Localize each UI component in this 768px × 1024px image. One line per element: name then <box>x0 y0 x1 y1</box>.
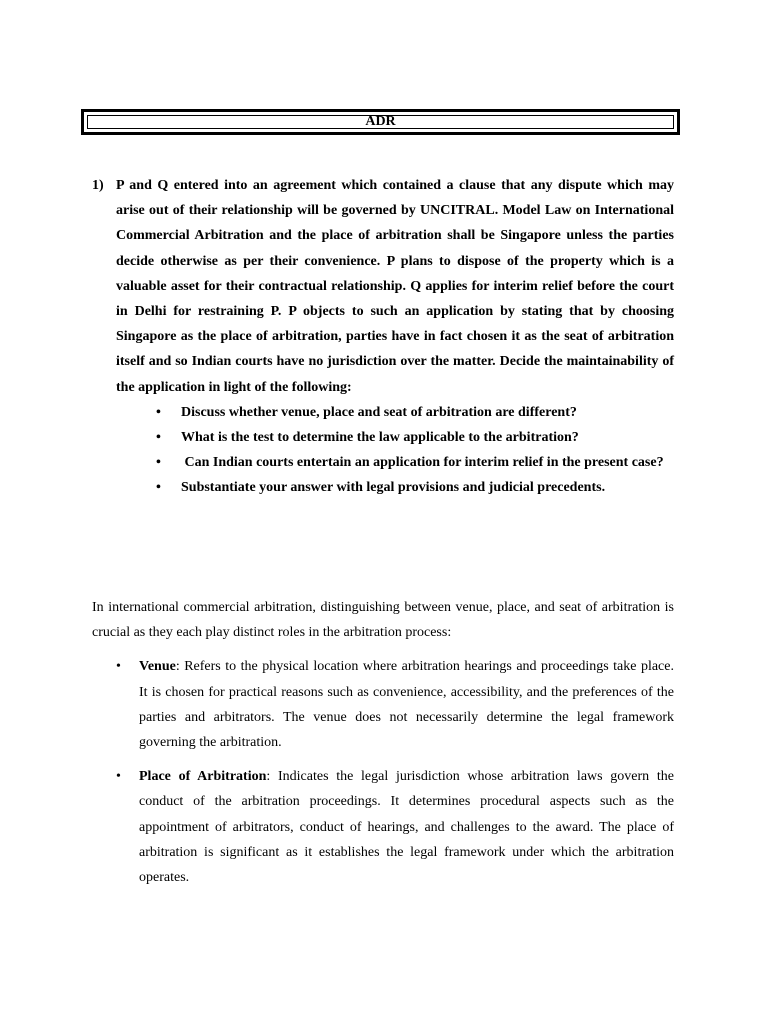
answer-definition: : Indicates the legal jurisdiction whose arbitration laws govern the conduct of the arbitration proceedings. It determines procedural aspects such as the appointment of arbitrators, conduct of hearings, and challenges to the award. The place of arbitration is significant as it establishes the legal framework under which the arbitration operates. <box>139 769 674 886</box>
document-title: ADR <box>365 114 396 129</box>
question-block <box>92 173 674 501</box>
bullet-icon: • <box>116 769 121 785</box>
question-subpoint-text: Discuss whether venue, place and seat of arbitration are different? <box>181 404 577 420</box>
question-subpoint <box>156 400 674 425</box>
bullet-icon: • <box>116 659 121 675</box>
answer-term: Place of Arbitration <box>139 769 267 785</box>
bullet-icon: • <box>156 404 161 420</box>
answer-list <box>92 654 674 890</box>
answer-item-place-of-arbitration <box>92 764 674 890</box>
question-subpoint <box>156 425 674 450</box>
bullet-icon: • <box>156 430 161 446</box>
question-subpoint <box>156 475 674 500</box>
question-number: 1) <box>92 178 104 193</box>
bullet-icon: • <box>156 480 161 496</box>
question-subpoint-text: Can Indian courts entertain an application for interim relief in the present case? <box>181 455 664 471</box>
answer-item-venue <box>92 654 674 755</box>
question-text: P and Q entered into an agreement which contained a clause that any dispute which may arise out of their relationship will be governed by UNCITRAL. Model Law on International Commercial Arbitration and the place of arbitration shall be Singapore unless the parties decide otherwise as per their convenience. P plans to dispose of the property which is a valuable asset for their contractual relationship. Q applies for interim relief before the court in Delhi for restraining P. P objects to such an application by stating that by choosing Singapore as the place of arbitration, parties have in fact chosen it as the seat of arbitration itself and so Indian courts have no jurisdiction over the matter. Decide the maintainability of the application in light of the following: <box>116 178 674 395</box>
answer-block <box>92 595 674 890</box>
question-subpoint-text: What is the test to determine the law applicable to the arbitration? <box>181 430 579 446</box>
answer-definition: : Refers to the physical location where arbitration hearings and proceedings take place. It is chosen for practical reasons such as convenience, accessibility, and the preferences of the parties and arbitrators. The venue does not necessarily determine the legal framework governing the arbitration. <box>139 659 674 751</box>
title-inner-border <box>87 115 674 129</box>
title-box <box>81 109 680 135</box>
question-subpoint-text: Substantiate your answer with legal provisions and judicial precedents. <box>181 480 606 496</box>
question-subpoint <box>156 450 674 475</box>
answer-intro: In international commercial arbitration, distinguishing between venue, place, and seat of arbitration is crucial as they each play distinct roles in the arbitration process: <box>92 600 674 641</box>
bullet-icon: • <box>156 455 161 471</box>
answer-term: Venue <box>139 659 176 675</box>
question-subpoints <box>156 400 674 501</box>
